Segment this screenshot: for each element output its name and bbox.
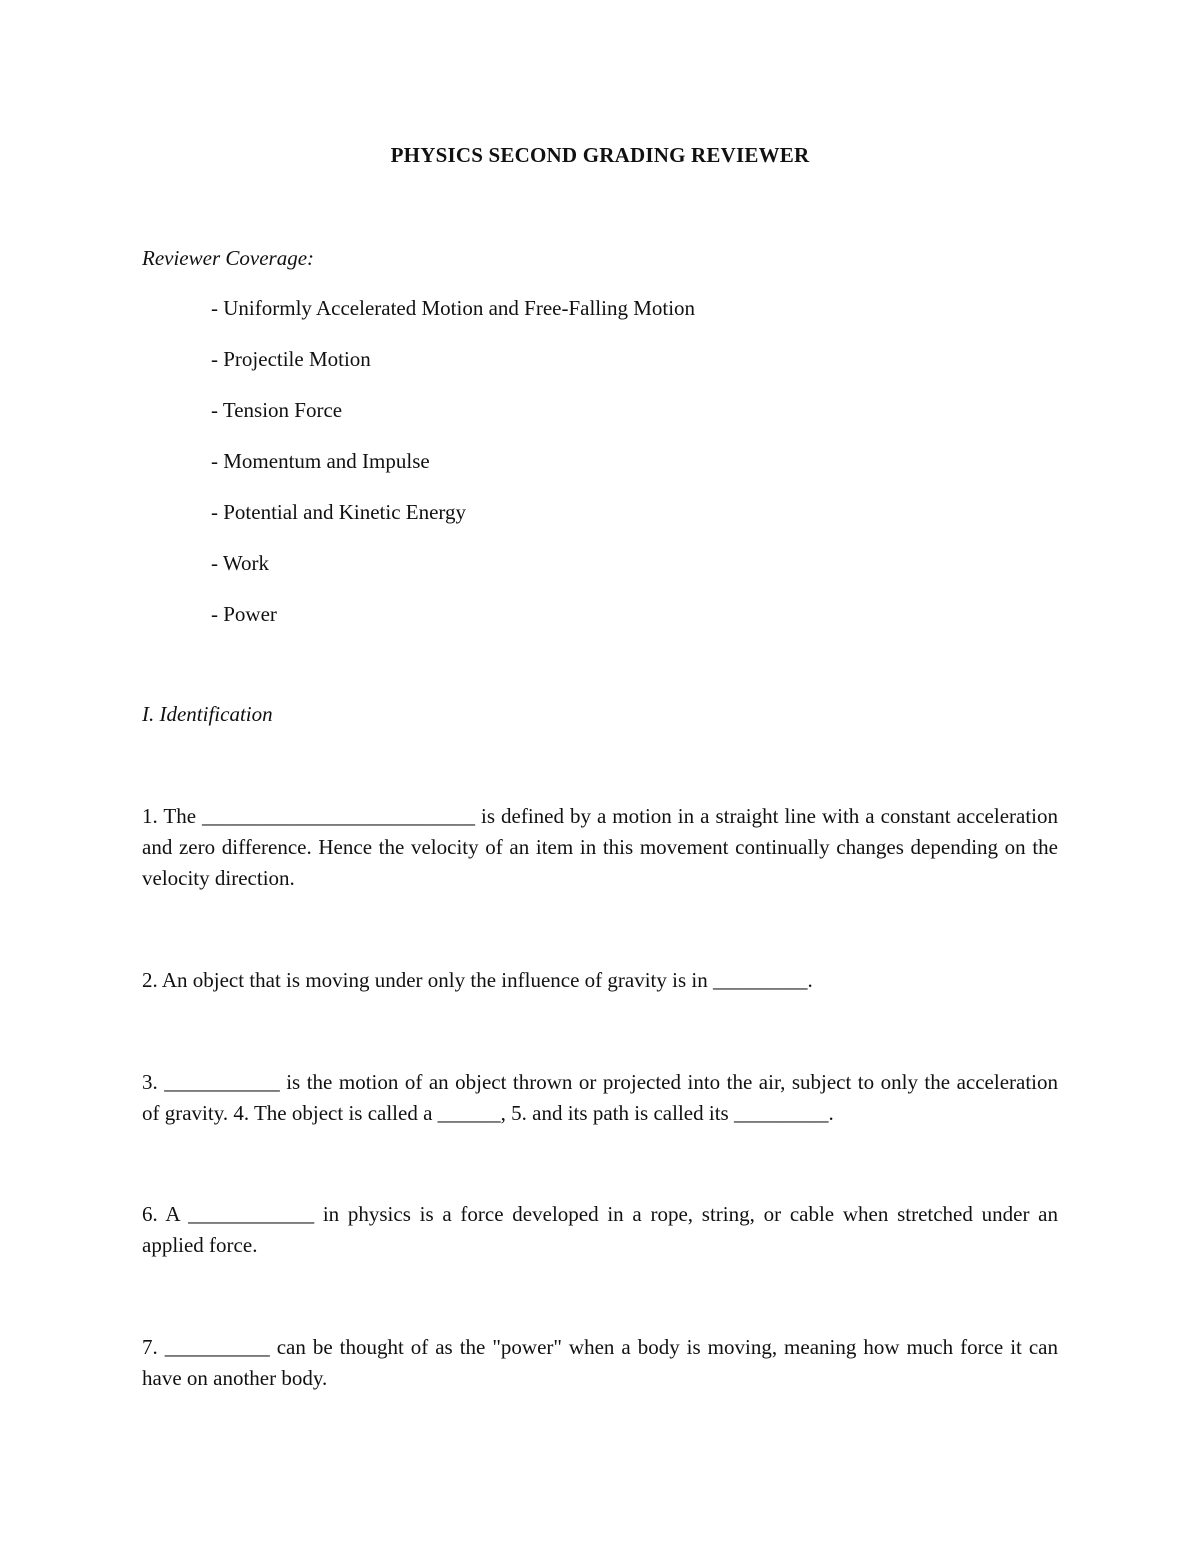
- question-1: 1. The __________________________ is defined by a motion in a straight line with a constant acceleration and zero difference. Hence the velocity of an item in this movement continually changes depending on the velocity direction.: [142, 804, 1058, 890]
- coverage-item: - Uniformly Accelerated Motion and Free-Falling Motion: [211, 296, 696, 320]
- coverage-item: - Tension Force: [211, 398, 343, 422]
- coverage-item: - Potential and Kinetic Energy: [211, 500, 467, 524]
- coverage-item: - Projectile Motion: [211, 347, 371, 371]
- question-2: 2. An object that is moving under only the influence of gravity is in _________.: [142, 968, 813, 992]
- coverage-heading: Reviewer Coverage:: [142, 246, 315, 270]
- question-3-5: 3. ___________ is the motion of an object thrown or projected into the air, subject to only the acceleration of gravity. 4. The object is called a ______, 5. and its path is called its _________.: [142, 1070, 1058, 1125]
- coverage-list: [211, 294, 695, 651]
- coverage-item: - Power: [211, 602, 277, 626]
- section-heading-identification: I. Identification: [142, 702, 273, 726]
- document-title: PHYSICS SECOND GRADING REVIEWER: [390, 143, 810, 167]
- coverage-item: - Work: [211, 551, 269, 575]
- question-7: 7. __________ can be thought of as the "power" when a body is moving, meaning how much force it can have on another body.: [142, 1335, 1058, 1390]
- coverage-item: - Momentum and Impulse: [211, 449, 430, 473]
- question-6: 6. A ____________ in physics is a force developed in a rope, string, or cable when stretched under an applied force.: [142, 1202, 1058, 1257]
